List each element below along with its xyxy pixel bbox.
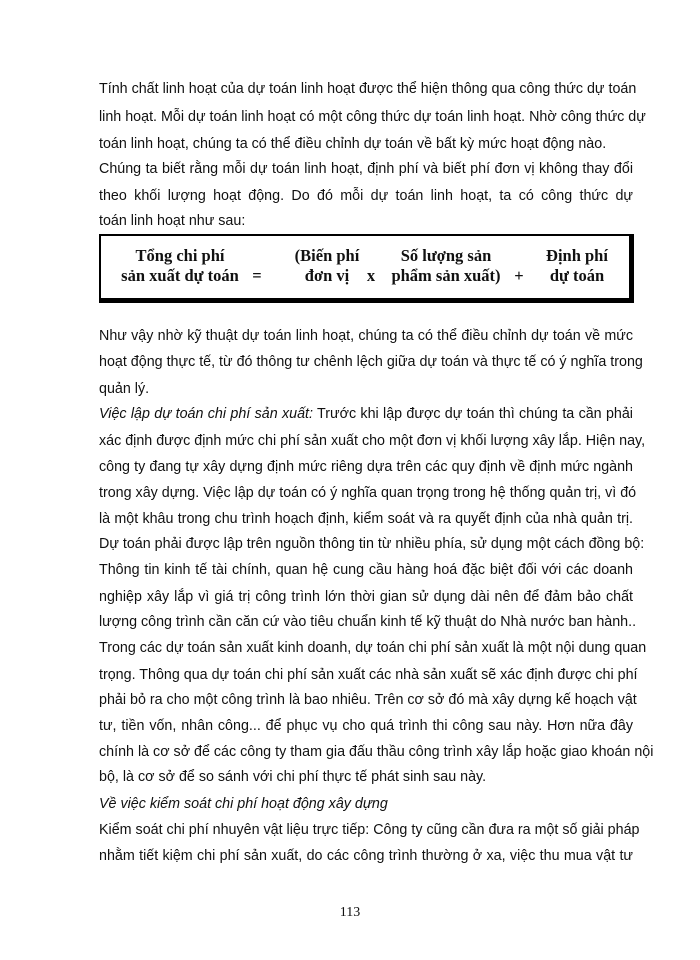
text-line: Thông tin kinh tế tài chính, quan hệ cung cầu hàng hoá đặc biệt đối với các doanh (99, 562, 633, 578)
formula-variable-cost: (Biến phí đơn vị (294, 246, 360, 285)
text-line: nghiệp xây lắp vì giá trị công trình lớn thời gian sử dụng dài nên để đảm bảo chất (99, 589, 633, 605)
text-line: bộ, là cơ sở để so sánh với chi phí thực tế phát sinh sau này. (99, 769, 487, 785)
text-line: theo khối lượng hoạt động. Do đó mỗi dự toán linh hoạt, ta có công thức dự (99, 188, 633, 204)
text-line: xác định được định mức chi phí sản xuất cho một đơn vị khối lượng xây lắp. Hiện nay, (99, 433, 646, 449)
section-heading: Về việc kiểm soát chi phí hoạt động xây dựng (99, 796, 388, 812)
text-line: toán linh hoạt như sau: (99, 213, 246, 229)
text-line: lượng công trình cần căn cứ vào tiêu chuẩn kinh tế kỹ thuật do Nhà nước ban hành.. (99, 614, 637, 630)
formula-box (99, 234, 634, 303)
text-line: công ty đang tự xây dựng định mức riêng dựa trên các quy định về định mức ngành (99, 459, 633, 475)
text-line: linh hoạt. Mỗi dự toán linh hoạt có một công thức dự toán linh hoạt. Nhờ công thức dự (99, 109, 646, 125)
text-line: hoạt động thực tế, từ đó thông tư chênh lệch giữa dự toán và thực tế có ý nghĩa trong (99, 354, 643, 370)
page-number: 113 (339, 905, 361, 920)
formula-quantity: Số lượng sản phẩm sản xuất) (391, 246, 501, 285)
text-line: Chúng ta biết rằng mỗi dự toán linh hoạt, định phí và biết phí đơn vị không thay đổi (99, 161, 633, 177)
formula-fixed-cost: Định phí dự toán (546, 246, 608, 285)
text-line: trong xây dựng. Việc lập dự toán có ý nghĩa quan trọng trong hệ thống quản trị, vì đó (99, 485, 637, 501)
text-line: Tính chất linh hoạt của dự toán linh hoạt được thể hiện thông qua công thức dự toán (99, 81, 637, 97)
text-line: Dự toán phải được lập trên nguồn thông tin từ nhiều phía, sử dụng một cách đồng bộ: (99, 536, 645, 552)
text-line: Trong các dự toán sản xuất kinh doanh, dự toán chi phí sản xuất là một nội dung quan (99, 640, 647, 656)
section-heading-line: Việc lập dự toán chi phí sản xuất: Trước khi lập được dự toán thì chúng ta cần phải (99, 406, 633, 422)
text-line: phải bỏ ra cho một công trình là bao nhiêu. Trên cơ sở đó mà xây dựng kế hoạch vật (99, 692, 637, 708)
formula-equals: = (252, 266, 262, 285)
text-line: nhằm tiết kiệm chi phí sản xuất, do các công trình thường ở xa, việc thu mua vật tư (99, 848, 633, 864)
text-line: Kiểm soát chi phí nhuyên vật liệu trực tiếp: Công ty cũng cần đưa ra một số giải pháp (99, 822, 640, 838)
text-line: quản lý. (99, 381, 150, 397)
text-line: là một khâu trong chu trình hoạch định, kiểm soát và ra quyết định của nhà quản trị. (99, 511, 633, 527)
formula-total-label: Tổng chi phí sản xuất dự toán (121, 246, 239, 285)
formula-plus: + (514, 266, 524, 285)
text-line: tư, tiền vốn, nhân công... để phục vụ cho quá trình thi công sau này. Hơn nữa đây (99, 718, 633, 734)
formula-times: x (366, 266, 376, 285)
text-line: trọng. Thông qua dự toán chi phí sản xuất các nhà sản xuất sẽ xác định được chi phí (99, 667, 638, 683)
section-heading: Việc lập dự toán chi phí sản xuất: (99, 406, 313, 422)
text-line: chính là cơ sở để các công ty tham gia đấu thầu công trình xây lắp hoặc giao khoán nội (99, 744, 654, 760)
text-line: Như vậy nhờ kỹ thuật dự toán linh hoạt, chúng ta có thể điều chỉnh dự toán về mức (99, 328, 633, 344)
text-line: toán linh hoạt, chúng ta có thể điều chỉnh dự toán về bất kỳ mức hoạt động nào. (99, 136, 607, 152)
